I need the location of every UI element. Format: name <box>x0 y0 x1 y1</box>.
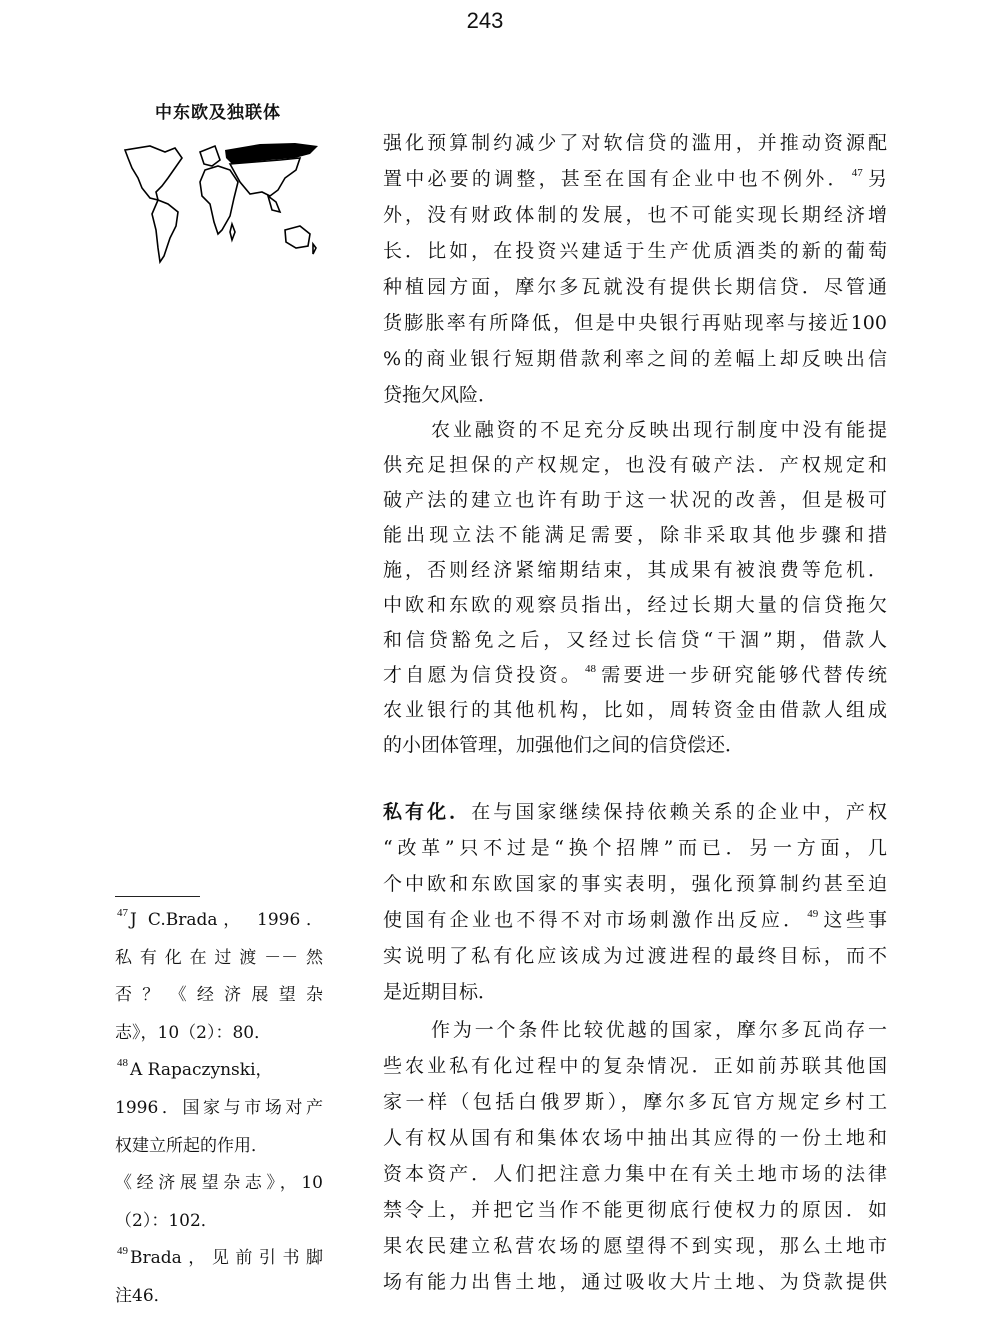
footnote-ref: 48 <box>585 663 597 675</box>
text-segment: 果农民建立私营农场的愿望得不到实现，那么土地市 <box>383 1235 887 1257</box>
region-title: 中东欧及独联体 <box>155 103 281 123</box>
text-line <box>383 974 887 1010</box>
text-segment: 使国有企业也不得不对市场刺激作出反应． <box>383 909 806 931</box>
text-segment: 置中必要的调整，甚至在国有企业中也不例外． <box>383 168 850 190</box>
text-line <box>115 902 323 940</box>
text-segment: 供充足担保的产权规定，也没有破产法．产权规定和 <box>383 454 887 476</box>
text-segment: “改革”只不过是“换个招牌”而已．另一方面，几 <box>383 837 887 859</box>
text-segment: 志》，10（2）：80． <box>115 1022 272 1043</box>
text-line <box>383 413 887 448</box>
text-segment: 农业银行的其他机构，比如，周转资金由借款人组成 <box>383 699 887 721</box>
text-segment: Brada，见前引书脚 <box>130 1248 323 1269</box>
text-line <box>383 553 887 588</box>
page-number: 243 <box>466 8 504 33</box>
text-line <box>383 1084 887 1120</box>
text-segment: 《经济展望杂志》，10 <box>115 1173 323 1194</box>
text-segment: 才自愿为信贷投资。 <box>383 664 584 686</box>
text-segment: 货膨胀率有所降低，但是中央银行再贴现率与接近100 <box>383 312 887 334</box>
text-segment: 注46． <box>115 1285 171 1306</box>
paragraph <box>383 794 887 1010</box>
text-line <box>383 305 887 341</box>
text-segment: 中欧和东欧的观察员指出，经过长期大量的信贷拖欠 <box>383 594 887 616</box>
text-segment: 私有化在过渡－－然 <box>115 947 323 968</box>
text-line <box>383 269 887 305</box>
text-segment: 农业融资的不足充分反映出现行制度中没有能提 <box>431 419 887 441</box>
text-segment: 人有权从国有和集体农场中抽出其应得的一份土地和 <box>383 1127 887 1149</box>
section-heading: 私有化． <box>383 801 472 823</box>
text-segment: 些农业私有化过程中的复杂情况．正如前苏联其他国 <box>383 1055 887 1077</box>
text-segment: J C.Brada， 1996． <box>130 910 323 930</box>
text-line <box>383 902 887 938</box>
text-line <box>115 1090 323 1128</box>
footnotes <box>115 902 323 1316</box>
text-segment: 是近期目标． <box>383 981 498 1003</box>
text-line <box>383 448 887 483</box>
text-segment: 长．比如，在投资兴建适于生产优质酒类的新的葡萄 <box>383 240 887 262</box>
text-segment: 需要进一步研究能够代替传统 <box>598 664 887 686</box>
text-segment: 能出现立法不能满足需要，除非采取其他步骤和措 <box>383 524 887 546</box>
text-line <box>115 1240 323 1278</box>
text-segment: （2）：102． <box>115 1210 218 1231</box>
text-segment: 这些事 <box>820 909 887 931</box>
text-line <box>115 1128 323 1166</box>
text-segment: 强化预算制约减少了对软信贷的滥用，并推动资源配 <box>383 132 887 154</box>
text-line <box>115 940 323 978</box>
paragraph <box>383 1012 887 1300</box>
text-line <box>383 341 887 377</box>
text-line <box>383 1156 887 1192</box>
text-segment: 和信贷豁免之后，又经过长信贷“干涸”期，借款人 <box>383 629 887 651</box>
text-line <box>383 161 887 197</box>
paragraph <box>383 125 887 413</box>
text-line <box>383 693 887 728</box>
text-segment: 禁令上，并把它当作不能更彻底行使权力的原因．如 <box>383 1199 887 1221</box>
footnote-ref: 49 <box>807 908 819 920</box>
text-segment: 另 <box>864 168 887 190</box>
text-segment: 个中欧和东欧国家的事实表明，强化预算制约甚至迫 <box>383 873 887 895</box>
text-line <box>383 1012 887 1048</box>
text-line <box>383 125 887 161</box>
text-segment: 场有能力出售土地，通过吸收大片土地、为贷款提供 <box>383 1271 887 1293</box>
text-segment: 破产法的建立也许有助于这一状况的改善，但是极可 <box>383 489 887 511</box>
text-line <box>383 1264 887 1300</box>
text-line <box>383 377 887 413</box>
text-segment: A Rapaczynski， <box>130 1060 273 1081</box>
footnote-ref: 47 <box>851 167 863 179</box>
text-segment: 种植园方面，摩尔多瓦就没有提供长期信贷．尽管通 <box>383 276 887 298</box>
text-line <box>383 938 887 974</box>
text-line <box>383 866 887 902</box>
text-segment: 在与国家继续保持依赖关系的企业中，产权 <box>471 801 887 823</box>
text-segment: 权建立所起的作用． <box>115 1135 268 1156</box>
text-line <box>115 1278 323 1316</box>
text-segment: %的商业银行短期借款利率之间的差幅上却反映出信 <box>383 348 887 370</box>
text-line <box>383 483 887 518</box>
text-segment: 外，没有财政体制的发展，也不可能实现长期经济增 <box>383 204 887 226</box>
world-map-icon <box>120 138 320 268</box>
text-segment: 1996．国家与市场对产 <box>115 1097 323 1118</box>
text-segment: 施，否则经济紧缩期结束，其成果有被浪费等危机． <box>383 559 887 581</box>
text-line <box>383 1048 887 1084</box>
text-line <box>115 1015 323 1053</box>
text-line <box>383 233 887 269</box>
text-line <box>383 588 887 623</box>
text-line <box>383 830 887 866</box>
footnote-divider <box>115 896 200 897</box>
text-line <box>115 1052 323 1090</box>
text-segment: 实说明了私有化应该成为过渡进程的最终目标，而不 <box>383 945 887 967</box>
text-segment: 作为一个条件比较优越的国家，摩尔多瓦尚存一 <box>431 1019 887 1041</box>
text-line <box>383 1228 887 1264</box>
footnote-ref: 47 <box>117 907 128 919</box>
text-line <box>383 728 887 763</box>
text-line <box>383 1192 887 1228</box>
text-segment: 家一样（包括白俄罗斯），摩尔多瓦官方规定乡村工 <box>383 1091 887 1113</box>
text-line <box>115 1203 323 1241</box>
text-segment: 资本资产．人们把注意力集中在有关土地市场的法律 <box>383 1163 887 1185</box>
text-line <box>115 1165 323 1203</box>
footnote-ref: 49 <box>117 1245 128 1258</box>
paragraph <box>383 413 887 763</box>
footnote-ref: 48 <box>117 1057 128 1070</box>
text-segment: 否？《经济展望杂 <box>115 985 323 1006</box>
text-line <box>383 623 887 658</box>
text-line <box>383 518 887 553</box>
text-line <box>383 658 887 693</box>
text-segment: 的小团体管理，加强他们之间的信贷偿还． <box>383 734 745 756</box>
text-line <box>383 1120 887 1156</box>
text-line <box>383 794 887 830</box>
text-segment: 贷拖欠风险． <box>383 384 498 406</box>
text-line <box>115 977 323 1015</box>
text-line <box>383 197 887 233</box>
